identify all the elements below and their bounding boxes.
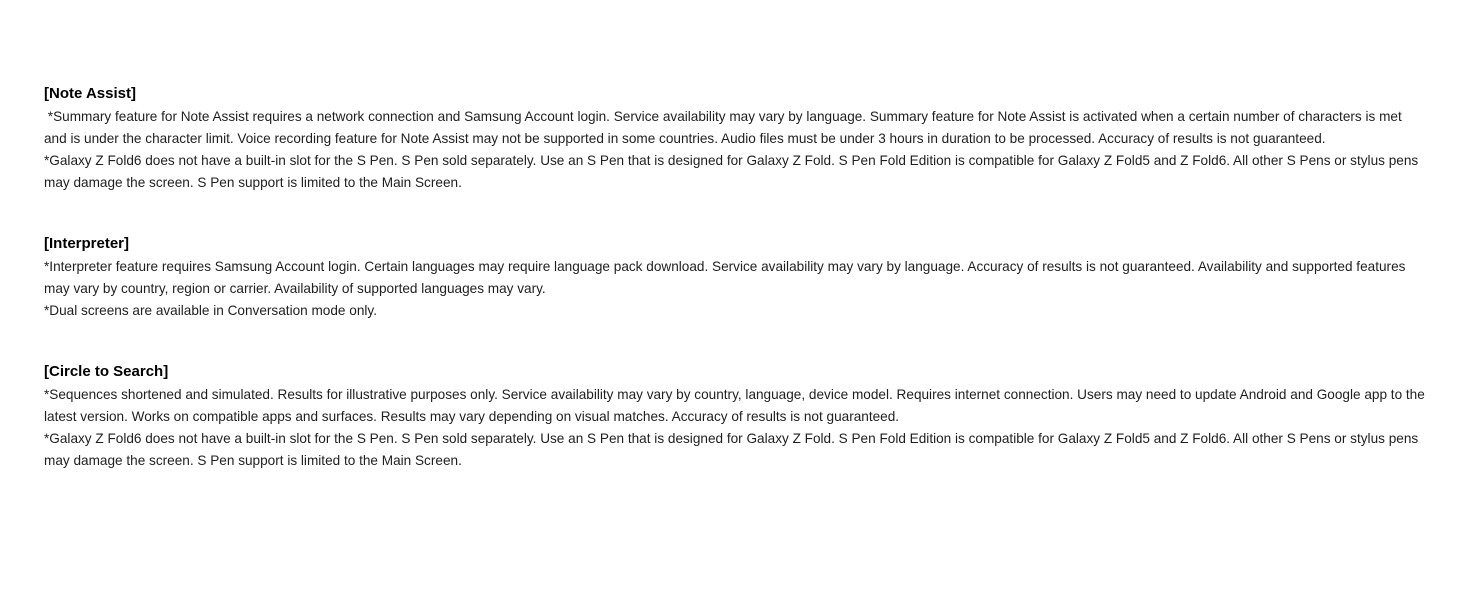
- disclaimer-paragraph: *Galaxy Z Fold6 does not have a built-in slot for the S Pen. S Pen sold separately. Use an S Pen that is designed for Galaxy Z Fold. S Pen Fold Edition is compatible for Galaxy Z Fold5 and Z Fold6. All other S Pens or stylus pens may damage the screen. S Pen support is limited to the Main Screen.: [44, 431, 1419, 468]
- section-title: [Circle to Search]: [44, 363, 169, 380]
- section-title: [Note Assist]: [44, 85, 136, 102]
- section-title: [Interpreter]: [44, 235, 130, 252]
- disclaimer-paragraph: *Sequences shortened and simulated. Results for illustrative purposes only. Service availability may vary by country, language, device model. Requires internet connection. Users may need to update Android and Google app to the latest version. Works on compatible apps and surfaces. Results may vary depending on visual matches. Accuracy of results is not guaranteed.: [44, 387, 1425, 424]
- section-note-assist: [44, 84, 1428, 194]
- disclaimer-paragraph: *Galaxy Z Fold6 does not have a built-in slot for the S Pen. S Pen sold separately. Use an S Pen that is designed for Galaxy Z Fold. S Pen Fold Edition is compatible for Galaxy Z Fold5 and Z Fold6. All other S Pens or stylus pens may damage the screen. S Pen support is limited to the Main Screen.: [44, 153, 1419, 190]
- section-interpreter: [44, 234, 1428, 322]
- disclaimer-paragraph: *Interpreter feature requires Samsung Account login. Certain languages may require language pack download. Service availability may vary by language. Accuracy of results is not guaranteed. Availability and supported features may vary by country, region or carrier. Availability of supported languages may vary.: [44, 259, 1406, 296]
- disclaimer-paragraph: *Summary feature for Note Assist requires a network connection and Samsung Account login. Service availability may vary by language. Summary feature for Note Assist is activated when a certain number of characters is met and is under the character limit. Voice recording feature for Note Assist may not be supported in some countries. Audio files must be under 3 hours in duration to be processed. Accuracy of results is not guaranteed.: [44, 109, 1406, 146]
- disclaimer-paragraph: *Dual screens are available in Conversation mode only.: [44, 303, 377, 318]
- section-circle-to-search: [44, 362, 1428, 472]
